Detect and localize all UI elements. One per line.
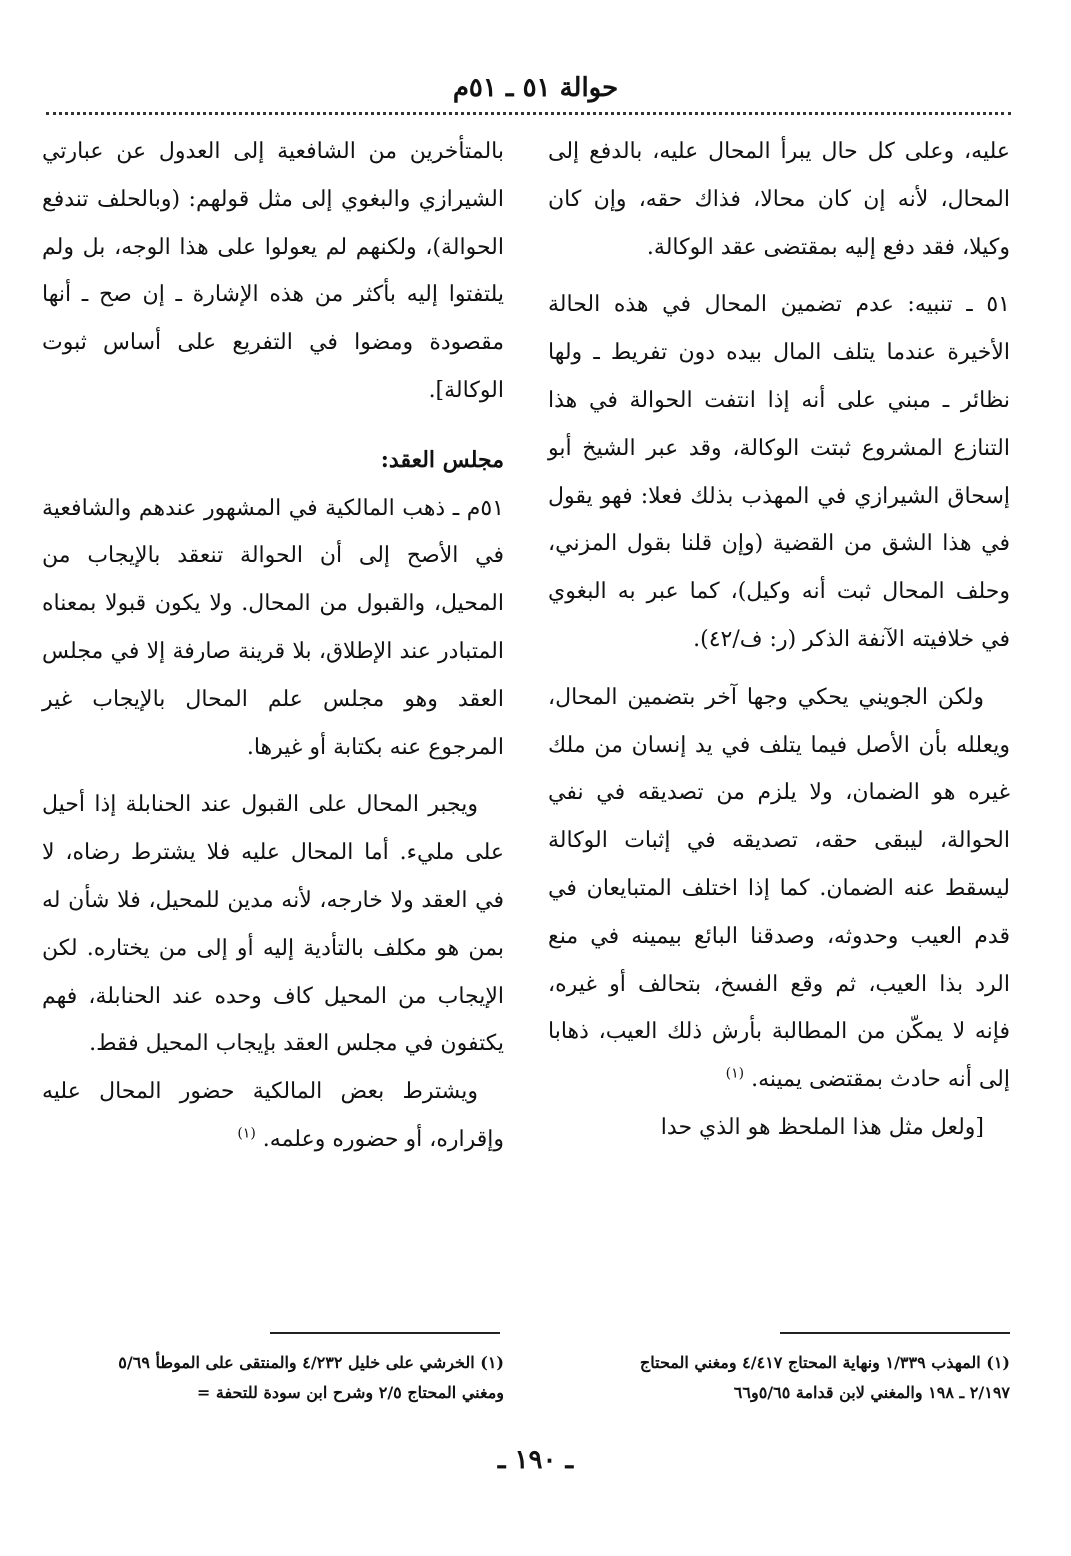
page-number: ـ ١٩٠ ـ [497,1445,574,1475]
footnote-line: (١) الخرشي على خليل ٤/٢٣٢ والمنتقى على الموطأ ٥/٦٩ [118,1353,504,1372]
footnote-line: ومغني المحتاج ٢/٥ وشرح ابن سودة للتحفة = [196,1383,504,1402]
footnote-marker: (١) [725,1065,745,1082]
footnote-right [548,1348,1010,1408]
paragraph-juwayni: ولكن الجويني يحكي وجها آخر بتضمين المحال، ويعلله بأن الأصل فيما يتلف في يد إنسان من ملك غيره هو الضمان، ولا يلزم من تصديقه في نفي الحوالة، ليبقى حقه، تصديقه في إثبات الوكالة ليسقط عنه الضمان. كما إذا اختلف المتبايعان في قدم العيب وحدوثه، وصدقنا البائع بيمينه في منع الرد بذا العيب، ثم وقع الفسخ، بتحالف أو غيره، فإنه لا يمكّن من المطالبة بأرش ذلك العيب، ذهابا إلى أنه حادث بمقتضى يمينه. $^{(١)}$ [548,684,1010,1093]
paragraph-51-note: ٥١ ـ تنبيه: عدم تضمين المحال في هذه الحالة الأخيرة عندما يتلف المال بيده دون تفريط ـ ولها نظائر ـ مبني على أنه إذا انتفت الحوالة في هذا التنازع المشروع ثبتت الوكالة، وقد عبر الشيخ أبو إسحاق الشيرازي في المهذب بذلك فعلا: فهو يقول في هذا الشق من القضية (وإن قلنا بقول المزني، وحلف المحال ثبت أنه وكيل)، كما عبر به البغوي في خلافيته الآنفة الذكر (ر: ف/٤٢). [548,292,1010,652]
footnote-rule-right [780,1332,1010,1334]
paragraph-bracket-end: بالمتأخرين من الشافعية إلى العدول عن عبارتي الشيرازي والبغوي إلى مثل قولهم: (وبالحلف تندفع الحوالة)، ولكنهم لم يعولوا على هذا الوجه، بل ولم يلتفتوا إليه بأكثر من هذه الإشارة ـ إن صح ـ أنها مقصودة ومضوا في التفريع على أساس ثبوت الوكالة]. [42,139,504,403]
footnote-left [42,1348,504,1408]
paragraph-hanabila: ويجبر المحال على القبول عند الحنابلة إذا أحيل على مليء. أما المحال عليه فلا يشترط رضاه، لا في العقد ولا خارجه، لأنه مدين للمحيل، فلا شأن له بمن هو مكلف بالتأدية إليه أو إلى من يختاره. لكن الإيجاب من المحيل كاف وحده عند الحنابلة، فهم يكتفون في مجلس العقد بإيجاب المحيل فقط. [42,792,504,1057]
paragraph-continuation: عليه، وعلى كل حال يبرأ المحال عليه، بالدفع إلى المحال، لأنه إن كان محالا، فذاك حقه، وإن كان وكيلا، فقد دفع إليه بمقتضى عقد الوكالة. [548,139,1010,260]
footnote-rule-left [270,1332,500,1334]
footnote-marker: (١) [237,1125,256,1142]
paragraph-malikiyya: ويشترط بعض المالكية حضور المحال عليه وإقراره، أو حضوره وعلمه. $^{(١)}$ [42,1079,504,1152]
footnote-line: (١) المهذب ١/٣٣٩ ونهاية المحتاج ٤/٤١٧ ومغني المحتاج [639,1353,1010,1372]
paragraph-bracket-start: [ولعل مثل هذا الملحظ هو الذي حدا [660,1114,984,1140]
left-column [42,128,504,1164]
header-dotted-rule [46,112,1011,115]
section-heading-majlis-al-aqd: مجلس العقد: [380,446,504,473]
right-column [548,128,1010,1152]
paragraph-51m: ٥١م ـ ذهب المالكية في المشهور عندهم والشافعية في الأصح إلى أن الحوالة تنعقد بالإيجاب من المحيل، والقبول من المحال. ولا يكون قبولا بمعناه المتبادر عند الإطلاق، بلا قرينة صارفة إلا في مجلس العقد وهو مجلس علم المحال بالإيجاب غير المرجوع عنه بكتابة أو غيرها. [42,495,504,760]
footnote-line: ٢/١٩٧ ـ ١٩٨ والمغني لابن قدامة ٥/٦٥و٦٦ [733,1383,1010,1402]
running-header: حوالة ٥١ ـ ٥١م [452,73,619,103]
